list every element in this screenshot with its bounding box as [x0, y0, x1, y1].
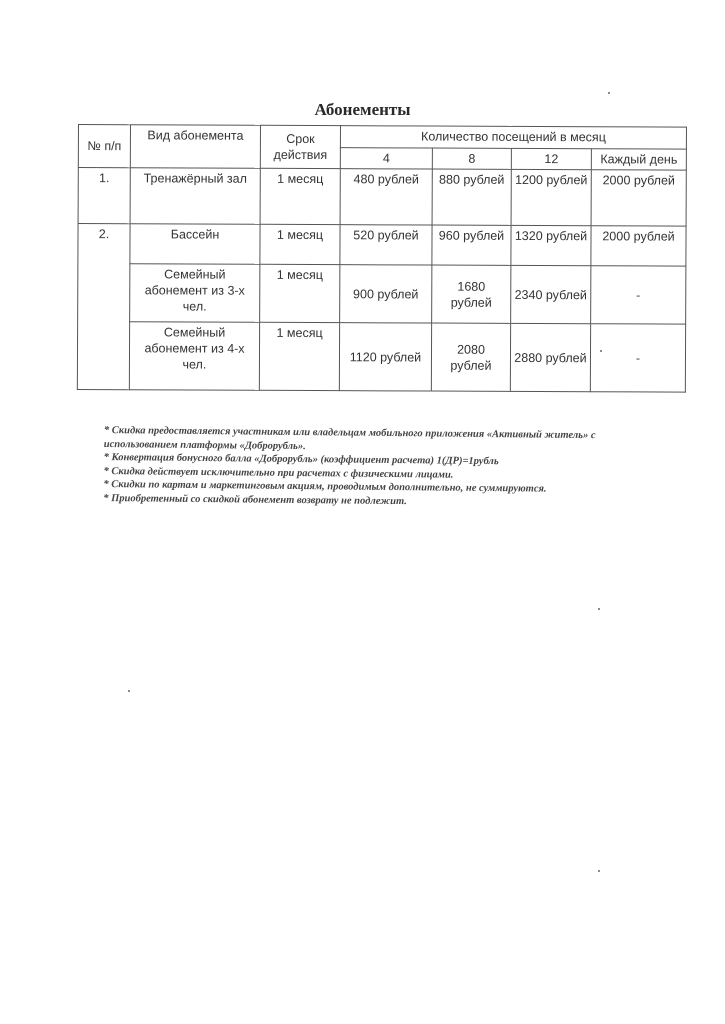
subscriptions-table-wrap [77, 124, 686, 393]
header-visits: Количество посещений в месяц [340, 126, 686, 150]
subscriptions-table [77, 124, 687, 393]
footnote: * Скидки по картам и маркетинговым акциям, проводимым дополнительно, не суммируются. [103, 478, 547, 495]
header-col-12: 12 [511, 148, 591, 169]
table-row [78, 168, 686, 227]
price-cell: 1200 рублей [511, 169, 591, 225]
header-term: Срок действия [260, 125, 340, 168]
price-cell: 1320 рублей [511, 225, 591, 265]
footnote: * Приобретенный со скидкой абонемент возврату не подлежит. [103, 492, 407, 507]
table-row [78, 224, 686, 267]
header-col-8: 8 [432, 148, 511, 169]
price-cell: - [590, 324, 685, 392]
row-type: Семейный абонемент из 3-х чел. [130, 264, 260, 323]
footnotes [103, 424, 664, 511]
page-title: Абонементы [314, 100, 411, 119]
scan-speck [598, 870, 600, 872]
row-term: 1 месяц [260, 224, 340, 264]
price-cell: 480 рублей [340, 169, 432, 225]
price-cell: 2000 рублей [591, 226, 686, 266]
row-type: Семейный абонемент из 4-х чел. [129, 322, 259, 391]
price-cell: 880 рублей [432, 169, 511, 225]
scan-speck [600, 350, 602, 352]
row-type: Тренажёрный зал [130, 168, 260, 225]
scan-speck [608, 92, 610, 94]
price-cell: 2080 рублей [431, 323, 510, 391]
footnote: * Скидка предоставляется участникам или владельцам мобильного приложения «Активный житель» с использованием платформы «Доброрубль». [103, 424, 596, 452]
header-type: Вид абонемента [130, 125, 260, 169]
price-cell: - [591, 266, 686, 324]
table-header-row [78, 125, 686, 150]
row-type: Бассейн [130, 224, 260, 265]
header-num: № п/п [78, 125, 130, 168]
price-cell: 2880 рублей [510, 323, 590, 391]
price-cell: 960 рублей [432, 225, 511, 265]
row-term: 1 месяц [259, 322, 339, 390]
header-col-4: 4 [340, 148, 432, 169]
table-row [77, 322, 685, 393]
price-cell: 2340 рублей [511, 265, 591, 323]
price-cell: 520 рублей [340, 225, 432, 265]
scan-speck [598, 608, 600, 610]
price-cell: 2000 рублей [591, 170, 686, 226]
row-term: 1 месяц [260, 264, 340, 322]
row-term: 1 месяц [260, 168, 340, 224]
footnote: * Конвертация бонусного балла «Доброрубль» (коэффициент расчета) 1(ДР)=1рубль [103, 451, 499, 468]
price-cell: 1120 рублей [339, 323, 431, 391]
row-num: 2. [77, 224, 130, 390]
row-num: 1. [78, 168, 130, 224]
table-row [78, 264, 686, 325]
price-cell: 1680 рублей [432, 265, 511, 323]
scan-speck [128, 690, 130, 692]
header-col-everyday: Каждый день [591, 149, 686, 170]
price-cell: 900 рублей [340, 265, 432, 323]
footnote: * Скидка действует исключительно при расчетах с физическими лицами. [103, 465, 454, 481]
